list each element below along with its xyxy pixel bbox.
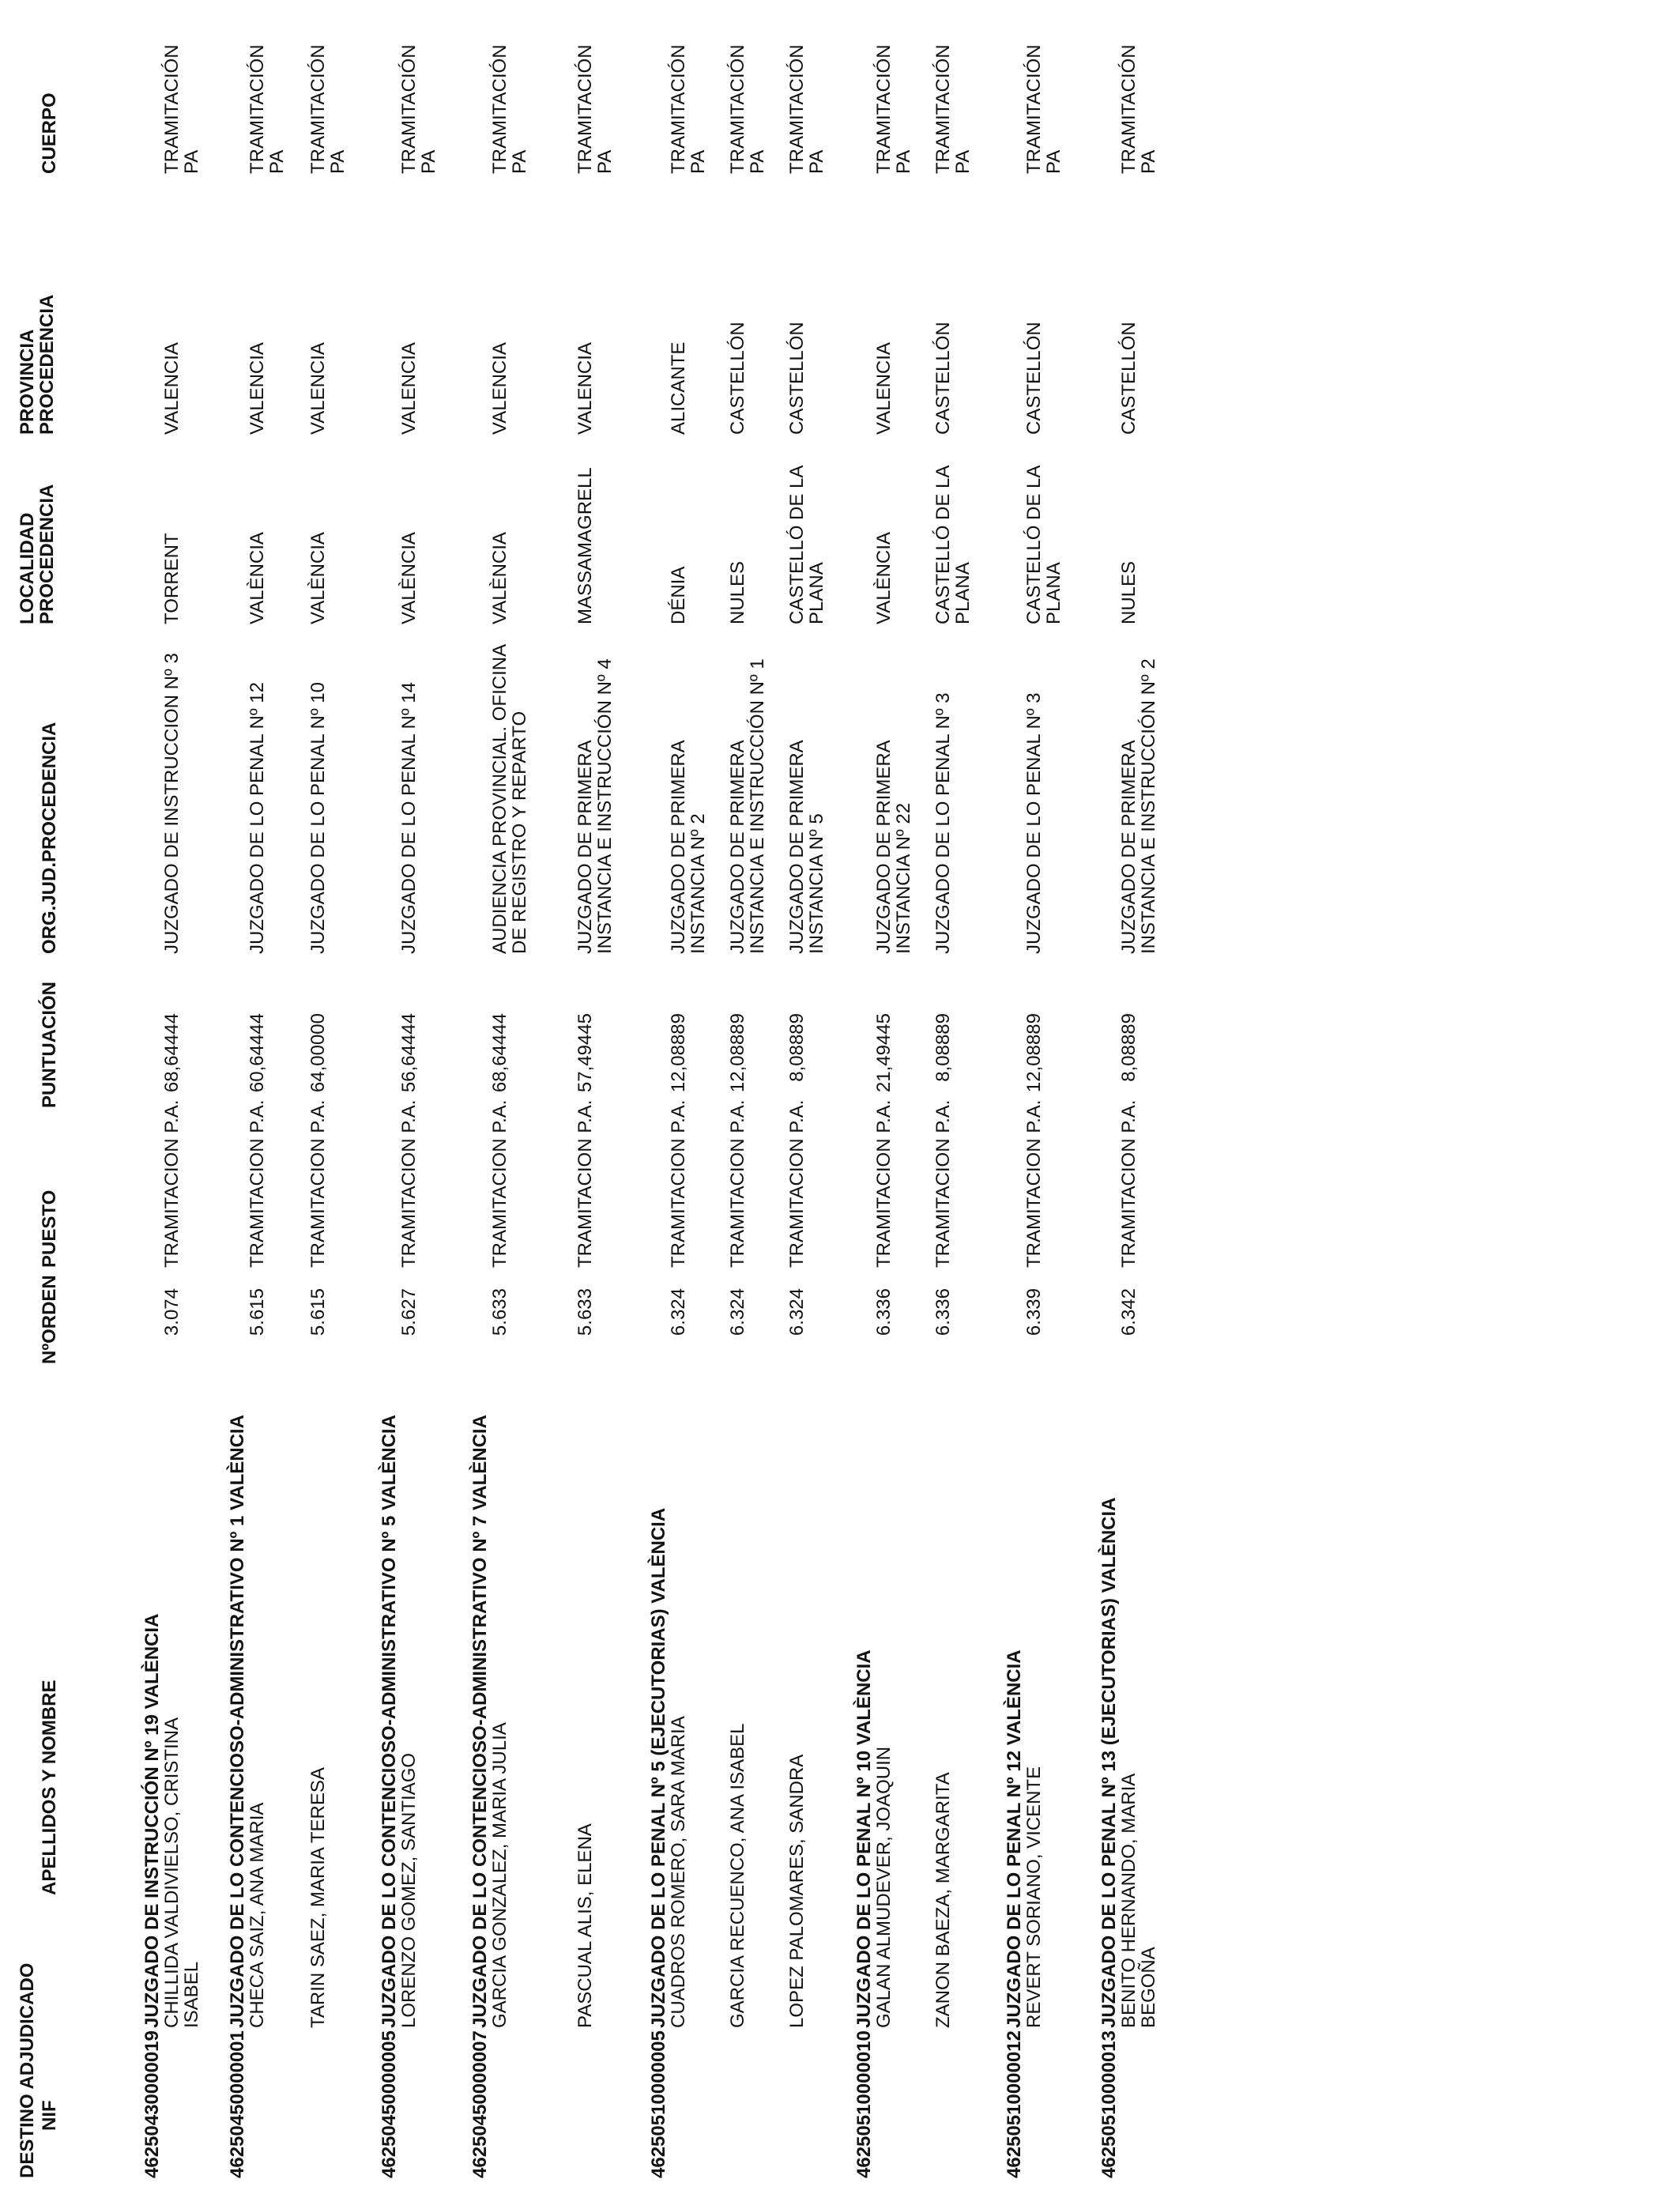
destino-code: 46250510000005 — [648, 2030, 669, 2178]
provincia-procedencia: VALENCIA — [489, 342, 510, 435]
provincia-procedencia: ALICANTE — [668, 341, 689, 435]
person-name: LOPEZ PALOMARES, SANDRA — [786, 1754, 808, 2028]
provincia-procedencia: CASTELLÓN — [932, 322, 954, 435]
localidad-procedencia: TORRENT — [161, 533, 183, 624]
puntuacion-value: 56,64444 — [398, 1013, 420, 1093]
orden-number: 6.324 — [727, 1288, 748, 1336]
puntuacion-value: 12,08889 — [1023, 1013, 1045, 1093]
puntuacion-value: 12,08889 — [668, 1013, 689, 1093]
cuerpo-value: TRAMITACIÓN PA — [668, 44, 709, 174]
localidad-procedencia: VALÈNCIA — [247, 532, 268, 624]
orden-number: 5.615 — [247, 1288, 268, 1336]
orden-number: 6.336 — [932, 1288, 954, 1336]
orden-number: 6.324 — [786, 1288, 808, 1336]
org-procedencia: JUZGADO DE PRIMERA INSTANCIA Nº 2 — [668, 741, 709, 954]
puesto-value: TRAMITACION P.A. — [786, 1099, 808, 1268]
localidad-procedencia: CASTELLÓ DE LA PLANA — [932, 466, 974, 624]
cuerpo-value: TRAMITACIÓN PA — [873, 44, 914, 174]
provincia-procedencia: VALENCIA — [873, 342, 895, 435]
document-heading: DESTINO ADJUDICADO — [17, 1962, 38, 2178]
localidad-procedencia: NULES — [1118, 560, 1139, 624]
cuerpo-value: TRAMITACIÓN PA — [247, 44, 288, 174]
person-name: LORENZO GOMEZ, SANTIAGO — [398, 1752, 420, 2028]
org-procedencia: JUZGADO DE LO PENAL Nº 14 — [398, 682, 420, 954]
person-name: PASCUAL ALIS, ELENA — [574, 1823, 596, 2028]
cuerpo-value: TRAMITACIÓN PA — [1118, 44, 1159, 174]
provincia-procedencia: VALENCIA — [247, 342, 268, 435]
destino-code: 46250450000007 — [469, 2030, 491, 2178]
puesto-value: TRAMITACION P.A. — [727, 1099, 748, 1268]
person-name: GALAN ALMUDEVER, JOAQUIN — [873, 1746, 895, 2028]
header-provincia: PROVINCIA PROCEDENCIA — [17, 294, 58, 435]
org-procedencia: JUZGADO DE PRIMERA INSTANCIA Nº 22 — [873, 741, 914, 954]
puntuacion-value: 8,08889 — [932, 1013, 954, 1082]
header-nif: NIF — [39, 2100, 60, 2131]
cuerpo-value: TRAMITACIÓN PA — [161, 44, 202, 174]
cuerpo-value: TRAMITACIÓN PA — [489, 44, 530, 174]
orden-number: 5.615 — [307, 1288, 329, 1336]
localidad-procedencia: VALÈNCIA — [489, 532, 510, 624]
orden-number: 3.074 — [161, 1288, 183, 1336]
puesto-value: TRAMITACION P.A. — [1118, 1099, 1139, 1268]
person-name: CUADROS ROMERO, SARA MARIA — [668, 1716, 689, 2028]
org-procedencia: JUZGADO DE LO PENAL Nº 3 — [932, 692, 954, 954]
header-puesto: PUESTO — [39, 1189, 60, 1268]
person-name: ZANON BAEZA, MARGARITA — [932, 1772, 954, 2028]
destino-name: JUZGADO DE LO CONTENCIOSO-ADMINISTRATIVO Nº 7 VALÈNCIA — [469, 1415, 491, 2028]
puntuacion-value: 57,49445 — [574, 1013, 596, 1093]
localidad-procedencia: VALÈNCIA — [873, 532, 895, 624]
cuerpo-value: TRAMITACIÓN PA — [307, 44, 348, 174]
puesto-value: TRAMITACION P.A. — [398, 1099, 420, 1268]
localidad-procedencia: MASSAMAGRELL — [574, 467, 596, 624]
person-name: CHECA SAIZ, ANA MARIA — [247, 1802, 268, 2028]
person-name: GARCIA RECUENCO, ANA ISABEL — [727, 1723, 748, 2028]
destino-name: JUZGADO DE INSTRUCCIÓN Nº 19 VALÈNCIA — [141, 1613, 163, 2028]
org-procedencia: JUZGADO DE INSTRUCCION Nº 3 — [161, 653, 183, 954]
provincia-procedencia: VALENCIA — [574, 342, 596, 435]
cuerpo-value: TRAMITACIÓN PA — [786, 44, 827, 174]
puesto-value: TRAMITACION P.A. — [307, 1099, 329, 1268]
localidad-procedencia: VALÈNCIA — [398, 532, 420, 624]
destino-name: JUZGADO DE LO PENAL Nº 13 (EJECUTORIAS) VALÈNCIA — [1098, 1497, 1120, 2028]
destino-name: JUZGADO DE LO CONTENCIOSO-ADMINISTRATIVO Nº 1 VALÈNCIA — [227, 1415, 248, 2028]
person-name: TARIN SAEZ, MARIA TERESA — [307, 1767, 329, 2028]
destino-name: JUZGADO DE LO CONTENCIOSO-ADMINISTRATIVO Nº 5 VALÈNCIA — [379, 1415, 400, 2028]
orden-number: 6.324 — [668, 1288, 689, 1336]
puntuacion-value: 64,00000 — [307, 1013, 329, 1093]
puntuacion-value: 60,64444 — [247, 1013, 268, 1093]
orden-number: 6.339 — [1023, 1288, 1045, 1336]
destino-code: 46250430000019 — [141, 2030, 163, 2178]
header-apellidos: APELLIDOS Y NOMBRE — [39, 1679, 60, 1895]
org-procedencia: JUZGADO DE PRIMERA INSTANCIA E INSTRUCCIÓN Nº 4 — [574, 658, 616, 954]
puntuacion-value: 68,64444 — [161, 1013, 183, 1093]
puntuacion-value: 8,08889 — [786, 1013, 808, 1082]
person-name: REVERT SORIANO, VICENTE — [1023, 1766, 1045, 2028]
destino-name: JUZGADO DE LO PENAL Nº 10 VALÈNCIA — [853, 1649, 875, 2028]
destino-name: JUZGADO DE LO PENAL Nº 5 (EJECUTORIAS) VALÈNCIA — [648, 1507, 669, 2028]
provincia-procedencia: CASTELLÓN — [1118, 322, 1139, 435]
header-puntuacion: PUNTUACIÓN — [39, 982, 60, 1108]
localidad-procedencia: NULES — [727, 560, 748, 624]
provincia-procedencia: VALENCIA — [161, 342, 183, 435]
puntuacion-value: 21,49445 — [873, 1013, 895, 1093]
destino-code: 46250510000012 — [1004, 2030, 1025, 2178]
cuerpo-value: TRAMITACIÓN PA — [1023, 44, 1064, 174]
provincia-procedencia: CASTELLÓN — [727, 322, 748, 435]
cuerpo-value: TRAMITACIÓN PA — [727, 44, 768, 174]
localidad-procedencia: CASTELLÓ DE LA PLANA — [786, 466, 827, 624]
puesto-value: TRAMITACION P.A. — [574, 1099, 596, 1268]
org-procedencia: AUDIENCIA PROVINCIAL. OFICINA DE REGISTRO Y REPARTO — [489, 645, 530, 954]
destino-code: 46250450000001 — [227, 2030, 248, 2178]
person-name: CHILLIDA VALDIVIELSO, CRISTINA ISABEL — [161, 1718, 202, 2028]
puesto-value: TRAMITACION P.A. — [161, 1099, 183, 1268]
person-name: BENITO HERNANDO, MARIA BEGOÑA — [1118, 1774, 1159, 2028]
header-norden: NºORDEN — [39, 1275, 60, 1364]
org-procedencia: JUZGADO DE PRIMERA INSTANCIA E INSTRUCCIÓN Nº 1 — [727, 658, 768, 954]
org-procedencia: JUZGADO DE PRIMERA INSTANCIA E INSTRUCCIÓN Nº 2 — [1118, 658, 1159, 954]
provincia-procedencia: VALENCIA — [307, 342, 329, 435]
org-procedencia: JUZGADO DE LO PENAL Nº 12 — [247, 682, 268, 954]
puesto-value: TRAMITACION P.A. — [1023, 1099, 1045, 1268]
header-orgjud: ORG.JUD.PROCEDENCIA — [39, 722, 60, 954]
org-procedencia: JUZGADO DE LO PENAL Nº 3 — [1023, 692, 1045, 954]
puesto-value: TRAMITACION P.A. — [873, 1099, 895, 1268]
orden-number: 5.627 — [398, 1288, 420, 1336]
destino-name: JUZGADO DE LO PENAL Nº 12 VALÈNCIA — [1004, 1649, 1025, 2028]
provincia-procedencia: CASTELLÓN — [786, 322, 808, 435]
orden-number: 6.336 — [873, 1288, 895, 1336]
puesto-value: TRAMITACION P.A. — [932, 1099, 954, 1268]
provincia-procedencia: VALENCIA — [398, 342, 420, 435]
header-localidad: LOCALIDAD PROCEDENCIA — [17, 484, 58, 624]
puesto-value: TRAMITACION P.A. — [489, 1099, 510, 1268]
org-procedencia: JUZGADO DE PRIMERA INSTANCIA Nº 5 — [786, 741, 827, 954]
localidad-procedencia: VALÈNCIA — [307, 532, 329, 624]
destino-code: 46250510000013 — [1098, 2030, 1120, 2178]
puntuacion-value: 8,08889 — [1118, 1013, 1139, 1082]
header-cuerpo: CUERPO — [39, 92, 60, 174]
provincia-procedencia: CASTELLÓN — [1023, 322, 1045, 435]
org-procedencia: JUZGADO DE LO PENAL Nº 10 — [307, 682, 329, 954]
localidad-procedencia: DÉNIA — [668, 566, 689, 624]
cuerpo-value: TRAMITACIÓN PA — [574, 44, 616, 174]
person-name: GARCIA GONZALEZ, MARIA JULIA — [489, 1722, 510, 2028]
puntuacion-value: 68,64444 — [489, 1013, 510, 1093]
orden-number: 5.633 — [574, 1288, 596, 1336]
cuerpo-value: TRAMITACIÓN PA — [398, 44, 439, 174]
destino-code: 46250450000005 — [379, 2030, 400, 2178]
orden-number: 6.342 — [1118, 1288, 1139, 1336]
puntuacion-value: 12,08889 — [727, 1013, 748, 1093]
destino-code: 46250510000010 — [853, 2030, 875, 2178]
cuerpo-value: TRAMITACIÓN PA — [932, 44, 974, 174]
localidad-procedencia: CASTELLÓ DE LA PLANA — [1023, 466, 1064, 624]
puesto-value: TRAMITACION P.A. — [668, 1099, 689, 1268]
puesto-value: TRAMITACION P.A. — [247, 1099, 268, 1268]
orden-number: 5.633 — [489, 1288, 510, 1336]
